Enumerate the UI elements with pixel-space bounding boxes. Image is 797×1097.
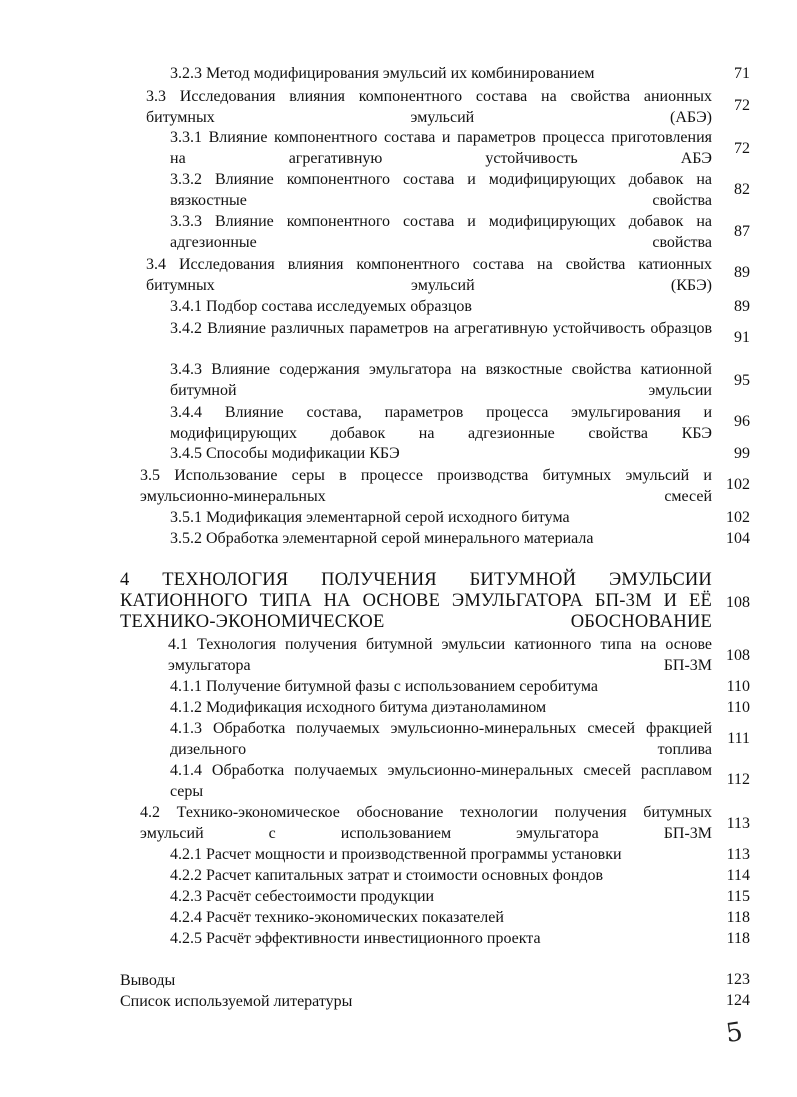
toc-entry-3-5-1: 3.5.1 Модификация элементарной серой исходного битума (170, 509, 570, 526)
toc-page-3-4-4: 96 (734, 413, 750, 430)
toc-page-4-2-5: 118 (726, 930, 750, 947)
toc-page-3-5: 102 (726, 476, 750, 493)
toc-page-3-3-3: 87 (734, 223, 750, 240)
toc-entry-4-1-2: 4.1.2 Модификация исходного битума диэтаноламином (170, 699, 547, 716)
toc-page-3-4-3: 95 (734, 372, 750, 389)
toc-entry-3-3-2: 3.3.2 Влияние компонентного состава и модифицирующих добавок на вязкостные свойства (170, 171, 712, 209)
toc-page-3-5-2: 104 (726, 530, 750, 547)
toc-page-4-1-3: 111 (727, 730, 750, 747)
toc-entry-3-5: 3.5 Использование серы в процессе производства битумных эмульсий и эмульсионно-минеральных смесей (140, 467, 712, 505)
toc-entry-3-4-5: 3.4.5 Способы модификации КБЭ (170, 445, 400, 462)
toc-entry-3-4-3: 3.4.3 Влияние содержания эмульгатора на вязкостные свойства катионной битумной эмульсии (170, 361, 712, 399)
toc-page-4-2-1: 113 (726, 846, 750, 863)
toc-page-4-1-4: 112 (726, 771, 750, 788)
toc-page-4-2: 113 (726, 815, 750, 832)
toc-entry-4-1-3: 4.1.3 Обработка получаемых эмульсионно-минеральных смесей фракцией дизельного топлива (170, 720, 712, 758)
toc-page-conclusions: 123 (726, 971, 750, 988)
toc-entry-3-5-2: 3.5.2 Обработка элементарной серой минерального материала (170, 530, 594, 547)
toc-entry-4-2: 4.2 Технико-экономическое обоснование технологии получения битумных эмульсий с использованием эмульгатора БП-3М (140, 804, 712, 842)
toc-page-3-3: 72 (734, 97, 750, 114)
handwritten-page-number: 5 (723, 1016, 745, 1050)
toc-page-4-1-2: 110 (726, 699, 750, 716)
toc-entry-4-1-4: 4.1.4 Обработка получаемых эмульсионно-минеральных смесей расплавом серы (170, 762, 712, 800)
toc-page-4-1-1: 110 (726, 678, 750, 695)
toc-entry-conclusions: Выводы (120, 972, 176, 989)
toc-page-4-1: 108 (726, 647, 750, 664)
toc-entry-4-2-4: 4.2.4 Расчёт технико-экономических показателей (170, 909, 504, 926)
toc-entry-4-2-3: 4.2.3 Расчёт себестоимости продукции (170, 888, 435, 905)
toc-entry-3-3: 3.3 Исследования влияния компонентного состава на свойства анионных битумных эмульсий (АБЭ) (146, 88, 712, 126)
toc-page-3-3-2: 82 (734, 181, 750, 198)
toc-page-3-3-1: 72 (734, 140, 750, 157)
toc-entry-3-4-2: 3.4.2 Влияние различных параметров на агрегативную устойчивость образцов (170, 320, 712, 337)
toc-entry-4-2-5: 4.2.5 Расчёт эффективности инвестиционного проекта (170, 930, 541, 947)
toc-page-3-5-1: 102 (726, 509, 750, 526)
toc-page-3-4-5: 99 (734, 445, 750, 462)
toc-page-3-4: 89 (734, 264, 750, 281)
toc-entry-3-4-1: 3.4.1 Подбор состава исследуемых образцов (170, 298, 472, 315)
toc-entry-3-2-3: 3.2.3 Метод модифицирования эмульсий их комбинированием (170, 65, 595, 82)
toc-entry-chapter-4: 4 ТЕХНОЛОГИЯ ПОЛУЧЕНИЯ БИТУМНОЙ ЭМУЛЬСИИ КАТИОННОГО ТИПА НА ОСНОВЕ ЭМУЛЬГАТОРА БП-3М И ЕЁ ТЕХНИКО-ЭКОНОМИЧЕСКОЕ ОБОСНОВАНИЕ (120, 570, 712, 632)
toc-page-references: 124 (726, 992, 750, 1009)
toc-page-chapter-4: 108 (726, 594, 750, 611)
toc-entry-3-3-1: 3.3.1 Влияние компонентного состава и параметров процесса приготовления на агрегативную устойчивость АБЭ (170, 129, 712, 167)
toc-page-4-2-4: 118 (726, 909, 750, 926)
toc-entry-references: Список используемой литературы (120, 993, 353, 1010)
toc-entry-3-4: 3.4 Исследования влияния компонентного состава на свойства катионных битумных эмульсий (КБЭ) (146, 256, 712, 294)
toc-entry-4-1: 4.1 Технология получения битумной эмульсии катионного типа на основе эмульгатора БП-3М (168, 636, 712, 674)
toc-entry-4-2-2: 4.2.2 Расчет капитальных затрат и стоимости основных фондов (170, 867, 604, 884)
toc-page-3-4-1: 89 (734, 298, 750, 315)
toc-page-3-2-3: 71 (734, 65, 750, 82)
toc-entry-4-1-1: 4.1.1 Получение битумной фазы с использованием серобитума (170, 678, 598, 695)
toc-entry-3-4-4: 3.4.4 Влияние состава, параметров процесса эмульгирования и модифицирующих добавок на адгезионные свойства КБЭ (170, 404, 712, 442)
toc-entry-3-3-3: 3.3.3 Влияние компонентного состава и модифицирующих добавок на адгезионные свойства (170, 213, 712, 251)
toc-page-3-4-2: 91 (734, 329, 750, 346)
toc-page-4-2-3: 115 (726, 888, 750, 905)
toc-page-4-2-2: 114 (726, 867, 750, 884)
toc-entry-4-2-1: 4.2.1 Расчет мощности и производственной программы установки (170, 846, 622, 863)
